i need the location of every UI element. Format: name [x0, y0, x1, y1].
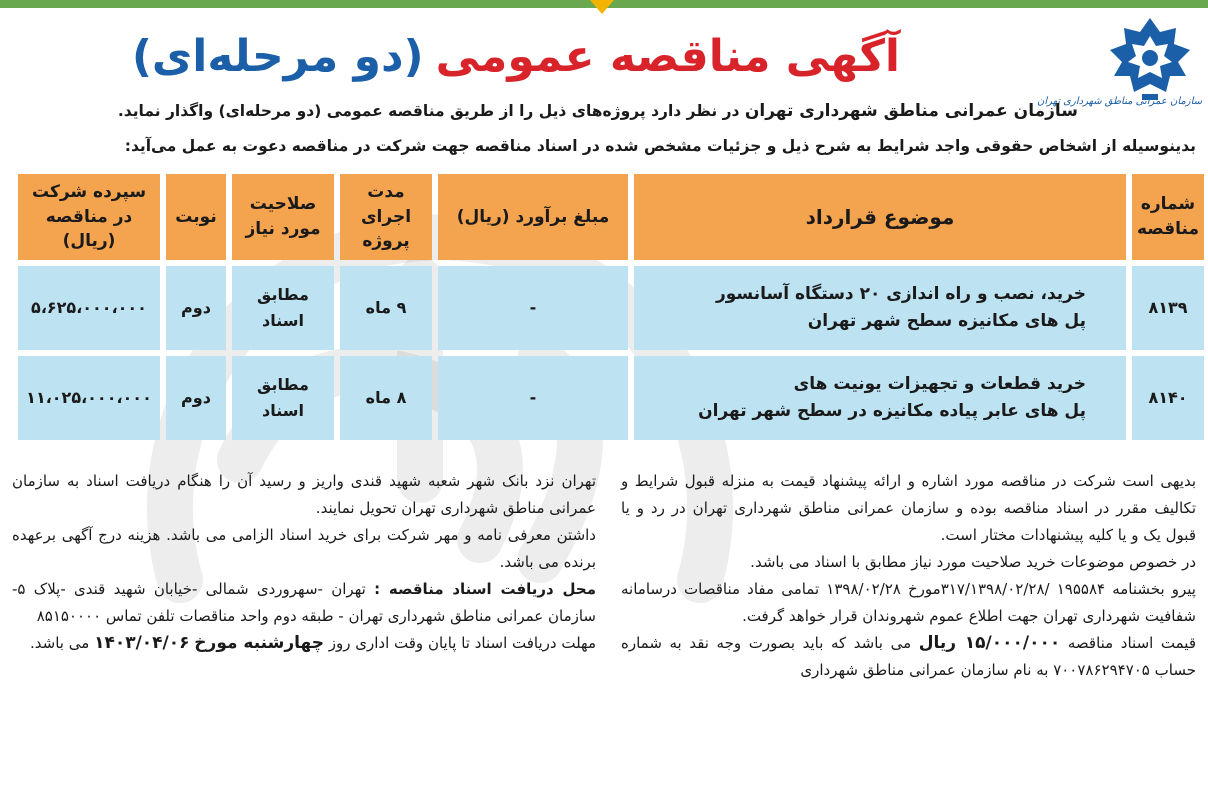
title-suffix: (دو مرحله‌ای) — [131, 31, 424, 82]
top-notch — [590, 0, 614, 14]
header-subject: موضوع قرارداد — [634, 174, 1126, 260]
header-duration: مدت اجرای پروژه — [340, 174, 432, 260]
price-label: قیمت اسناد مناقصه — [1067, 634, 1197, 652]
deadline-day: چهارشنبه مورخ — [194, 633, 324, 653]
organization-name: سازمان عمرانی مناطق شهرداری تهران — [744, 101, 1078, 121]
body-paragraph: بدیهی است شرکت در مناقصه مورد اشاره و ارائه پیشنهاد قیمت به منزله قبول شرایط و تکالیف مقرر در اسناد مناقصه بوده و سازمان عمرانی مناطق شهرداری تهران در رد و یا قبول یک و یا کلیه پیشنهادات مختار است. — [621, 472, 1196, 544]
body-left-column — [12, 468, 596, 657]
organization-logo-icon — [1104, 14, 1196, 126]
body-paragraph: پیرو بخشنامه ۱۹۵۵۸۴ /۳۱۷/۱۳۹۸/۰۲/۲۸مورخ ۱۳۹۸/۰۲/۲۸ تمامی مفاد مناقصات درسامانه شفافیت شهرداری تهران جهت اطلاع عموم شهروندان قرار خواهد گرفت. — [621, 580, 1196, 625]
cell-subject — [634, 356, 1126, 440]
page-title — [131, 22, 900, 92]
qualification-line: اسناد — [262, 401, 304, 420]
subject-line: خرید قطعات و تجهیزات یونیت های — [793, 373, 1086, 394]
cell-duration: ۹ ماه — [340, 266, 432, 350]
table-row — [18, 356, 1204, 440]
subject-line: پل های عابر پیاده مکانیزه در سطح شهر تهران — [698, 401, 1086, 421]
body-right-column — [621, 468, 1196, 684]
intro-line-2: بدینوسیله از اشخاص حقوقی واجد شرایط به شرح ذیل و جزئیات مشخص شده در اسناد مناقصه جهت شرکت در مناقصه دعوت به عمل می‌آید: — [124, 137, 1196, 155]
intro-line-1 — [118, 101, 1078, 121]
cell-qualification — [232, 356, 334, 440]
header-estimate: مبلغ برآورد (ریال) — [438, 174, 628, 260]
body-paragraph: تهران نزد بانک شهر شعبه شهید قندی واریز و رسید آن را هنگام دریافت اسناد به سازمان عمرانی مناطق شهرداری تهران تحویل نمایند. — [12, 472, 596, 517]
tender-table — [12, 168, 1208, 446]
cell-number: ۸۱۳۹ — [1132, 266, 1204, 350]
body-paragraph — [12, 630, 596, 657]
deadline-date: ۱۴۰۳/۰۴/۰۶ — [94, 633, 190, 653]
header-round: نوبت — [166, 174, 226, 260]
document-price: ۱۵/۰۰۰/۰۰۰ ریال — [918, 633, 1061, 653]
table-header-row — [18, 174, 1204, 260]
deadline-label: مهلت دریافت اسناد تا پایان وقت اداری روز — [328, 634, 596, 652]
header-deposit: سپرده شرکت در مناقصه (ریال) — [18, 174, 160, 260]
cell-subject — [634, 266, 1126, 350]
title-main: آگهی مناقصه عمومی — [435, 31, 900, 82]
cell-estimate: - — [438, 266, 628, 350]
subject-line: خرید، نصب و راه اندازی ۲۰ دستگاه آسانسور — [715, 283, 1086, 304]
deadline-suffix: می باشد. — [30, 634, 90, 652]
header-qualification: صلاحیت مورد نیاز — [232, 174, 334, 260]
cell-qualification — [232, 266, 334, 350]
body-paragraph: در خصوص موضوعات خرید صلاحیت مورد نیاز مطابق با اسناد می باشد. — [750, 553, 1196, 571]
table-row — [18, 266, 1204, 350]
cell-duration: ۸ ماه — [340, 356, 432, 440]
header-number: شماره مناقصه — [1132, 174, 1204, 260]
cell-deposit: ۱۱،۰۲۵،۰۰۰،۰۰۰ — [18, 356, 160, 440]
body-paragraph — [12, 576, 596, 630]
logo-caption: سازمان عمرانی مناطق شهرداری تهران — [1036, 96, 1202, 107]
payment-details: می باشد که باید بصورت وجه نقد به شماره حساب ۷۰۰۷۸۶۲۹۴۷۰۵ به نام سازمان عمرانی مناطق شهرداری — [621, 634, 1196, 679]
document-location: تهران -سهروردی شمالی -خیابان شهید قندی -پلاک ۵- سازمان عمرانی مناطق شهرداری تهران - طبقه دوم واحد مناقصات تلفن تماس ۸۵۱۵۰۰۰۰ — [12, 580, 596, 625]
cell-deposit: ۵،۶۲۵،۰۰۰،۰۰۰ — [18, 266, 160, 350]
cell-round: دوم — [166, 356, 226, 440]
cell-round: دوم — [166, 266, 226, 350]
body-paragraph: داشتن معرفی نامه و مهر شرکت برای خرید اسناد الزامی می باشد. هزینه درج آگهی برعهده برنده می باشد. — [12, 526, 596, 571]
subject-line: پل های مکانیزه سطح شهر تهران — [807, 311, 1086, 331]
body-paragraph — [621, 630, 1196, 684]
qualification-line: مطابق — [257, 285, 309, 305]
intro-line-1-rest: در نظر دارد پروژه‌های ذیل را از طریق مناقصه عمومی (دو مرحله‌ای) واگذار نماید. — [117, 102, 740, 120]
cell-estimate: - — [438, 356, 628, 440]
qualification-line: اسناد — [262, 311, 304, 330]
cell-number: ۸۱۴۰ — [1132, 356, 1204, 440]
qualification-line: مطابق — [257, 375, 309, 395]
document-location-label: محل دریافت اسناد مناقصه : — [374, 580, 596, 598]
